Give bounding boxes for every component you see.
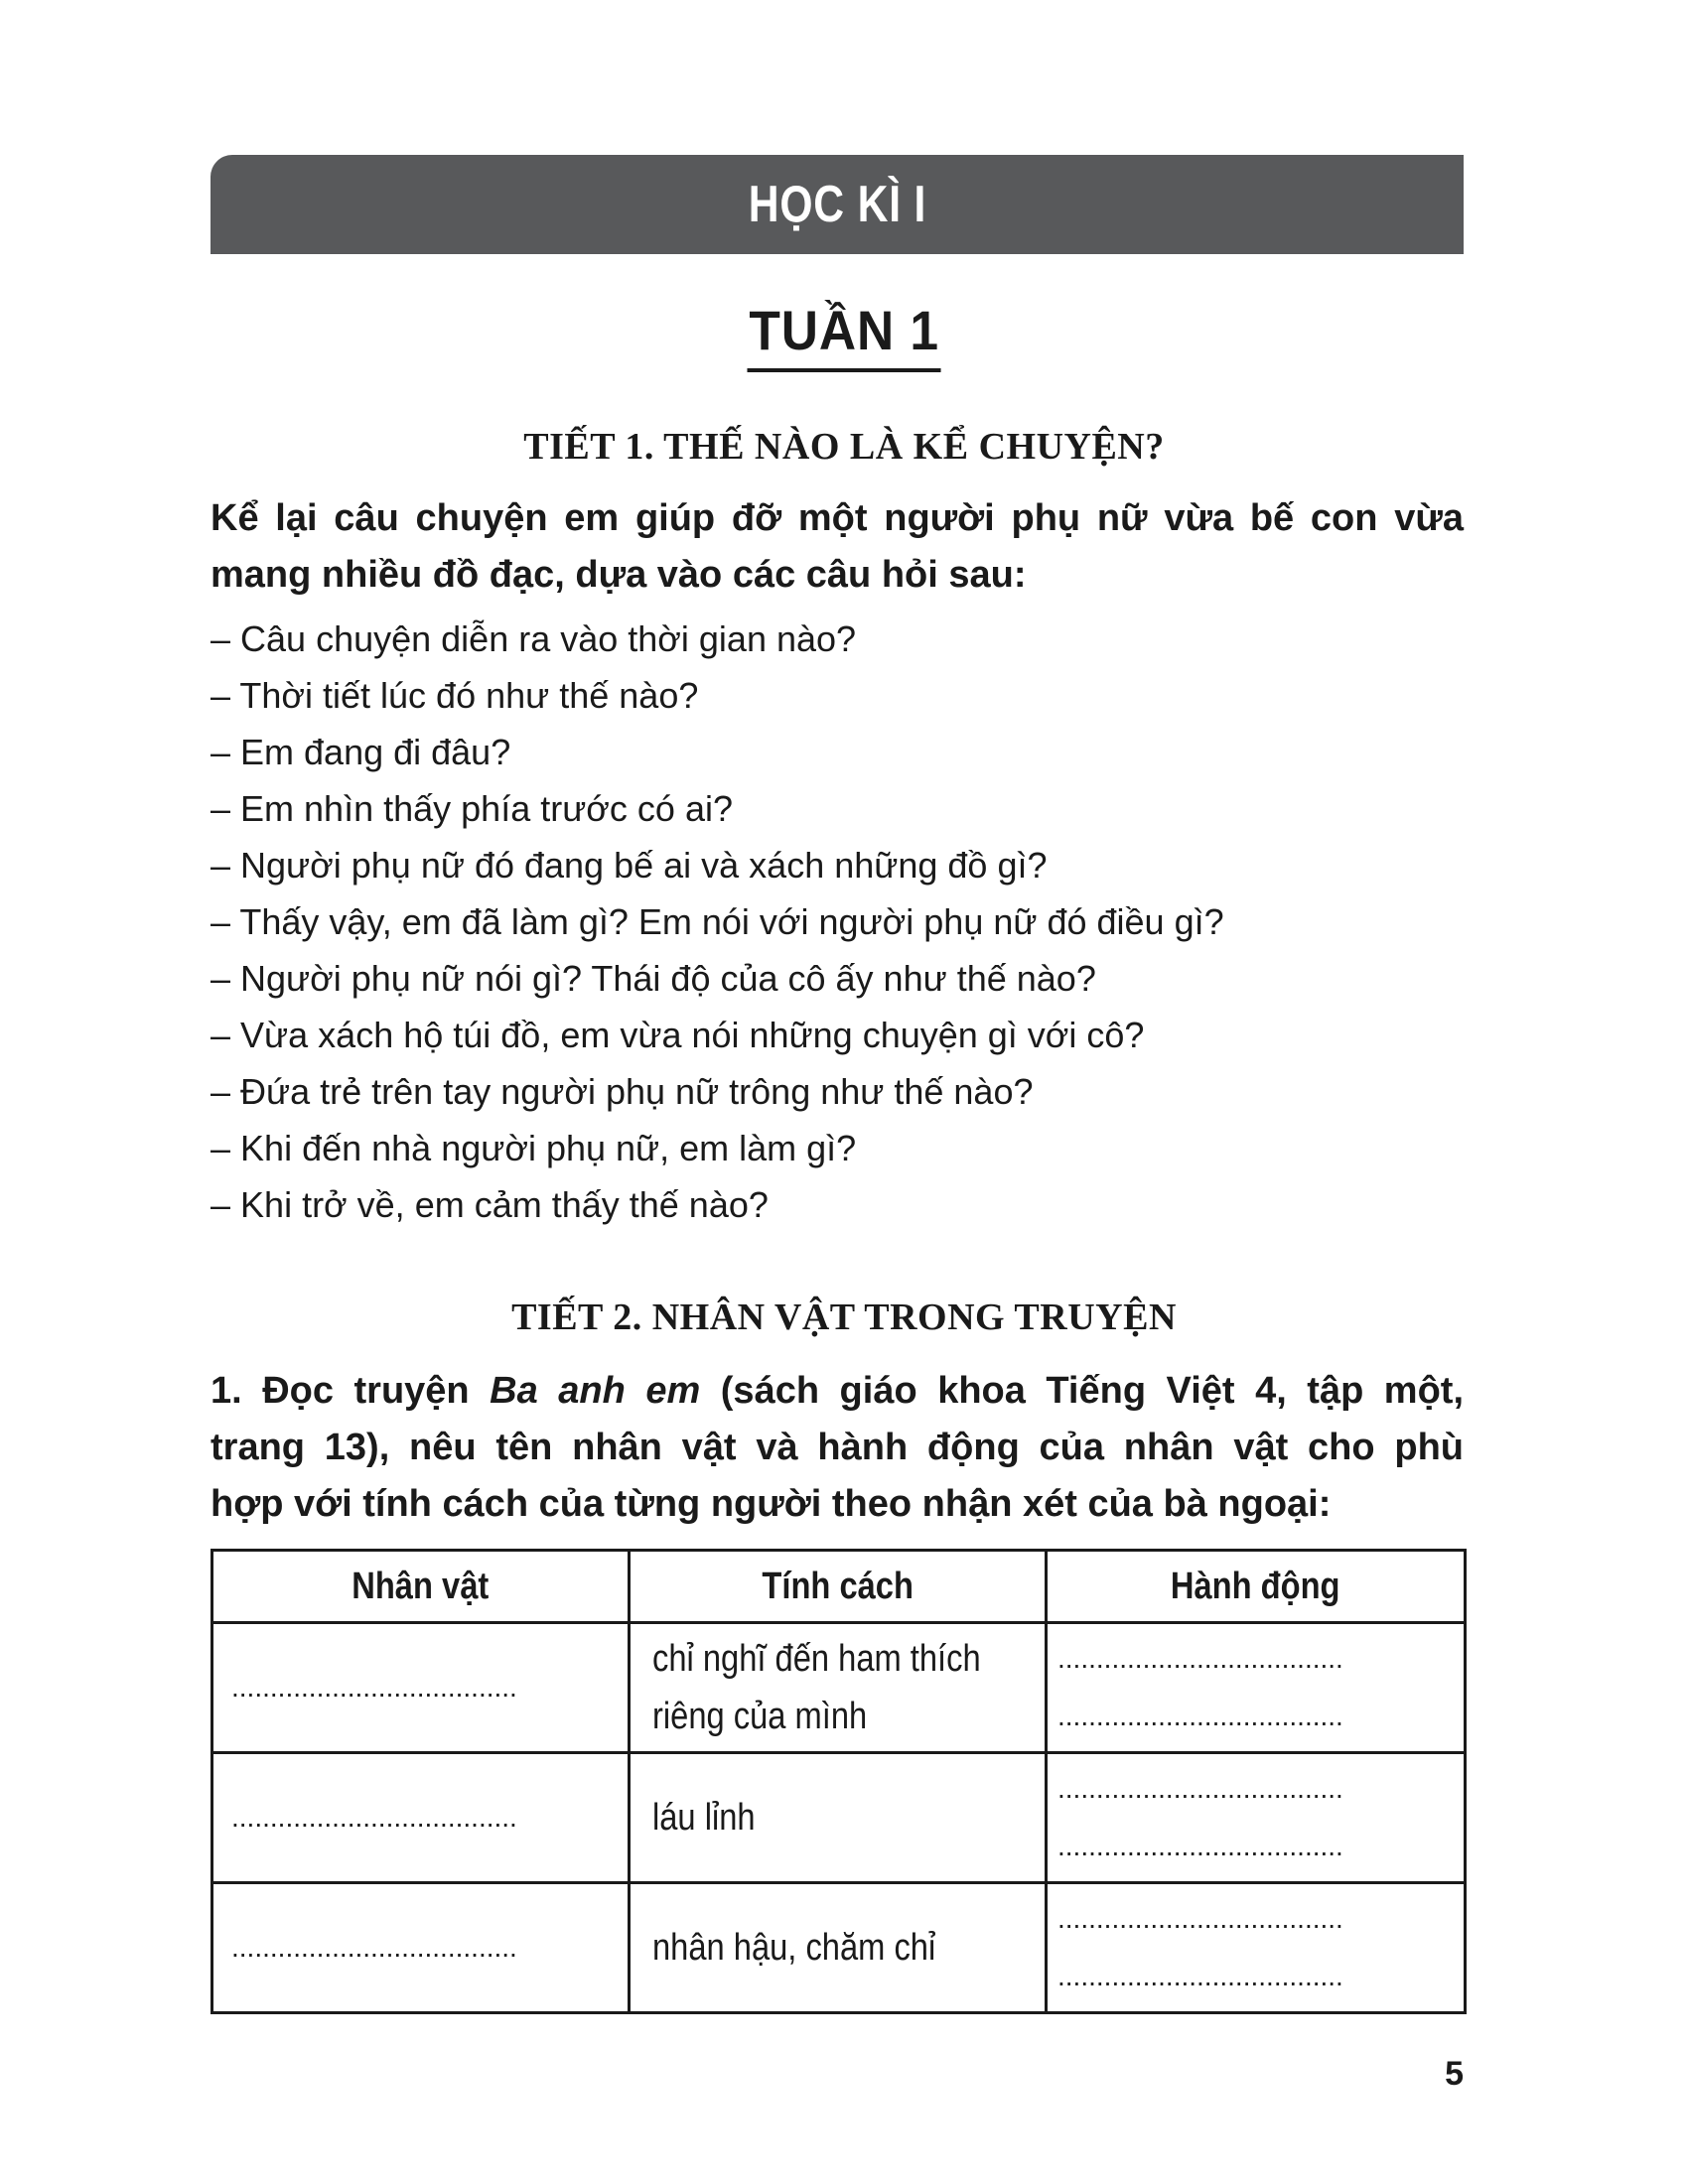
trait-cell: [630, 1883, 1047, 2013]
column-header-trait: Tính cách: [630, 1551, 1047, 1623]
task-source-text: (sách giáo khoa Tiếng Việt 4, tập một,: [700, 1370, 1465, 1412]
character-table: [211, 1549, 1467, 2014]
table-row: [212, 1623, 1466, 1753]
action-blank[interactable]: ..................................... .....................................: [1047, 1883, 1466, 2013]
column-header-character: Nhân vật: [212, 1551, 630, 1623]
lesson1-prompt-line: mang nhiều đồ đạc, dựa vào các câu hỏi sau:: [211, 554, 1027, 596]
question-list: [211, 611, 1464, 1233]
trait-cell: [630, 1753, 1047, 1883]
semester-banner: [211, 155, 1464, 254]
lesson1-prompt-line: Kể lại câu chuyện em giúp đỡ một người phụ nữ vừa bế con vừa: [211, 497, 1464, 539]
table-header-row: [212, 1551, 1466, 1623]
trait-text: nhân hậu, chăm chỉ: [652, 1927, 936, 1969]
table-row: [212, 1883, 1466, 2013]
question-item: – Em nhìn thấy phía trước có ai?: [211, 780, 1464, 837]
question-item: – Thời tiết lúc đó như thế nào?: [211, 667, 1464, 724]
page-number: 5: [1445, 2055, 1464, 2093]
question-item: – Thấy vậy, em đã làm gì? Em nói với người phụ nữ đó điều gì?: [211, 893, 1464, 950]
character-blank[interactable]: .....................................: [212, 1883, 630, 2013]
column-header-action: Hành động: [1047, 1551, 1466, 1623]
week-heading: [0, 298, 1688, 372]
lesson2-task-line: hợp với tính cách của từng người theo nhận xét của bà ngoại:: [211, 1483, 1332, 1525]
trait-text: láu lỉnh: [652, 1797, 756, 1839]
question-item: – Câu chuyện diễn ra vào thời gian nào?: [211, 611, 1464, 667]
table-row: [212, 1753, 1466, 1883]
question-item: – Vừa xách hộ túi đồ, em vừa nói những chuyện gì với cô?: [211, 1007, 1464, 1063]
lesson2-title: TIẾT 2. NHÂN VẬT TRONG TRUYỆN: [511, 1297, 1177, 1338]
question-item: – Người phụ nữ đó đang bế ai và xách những đồ gì?: [211, 837, 1464, 893]
character-blank[interactable]: .....................................: [212, 1623, 630, 1753]
trait-text: riêng của mình: [652, 1696, 868, 1737]
trait-cell: [630, 1623, 1047, 1753]
question-item: – Em đang đi đâu?: [211, 724, 1464, 780]
question-item: – Khi đến nhà người phụ nữ, em làm gì?: [211, 1120, 1464, 1176]
week-title: TUẦN 1: [747, 298, 940, 372]
lesson2-task: [211, 1363, 1464, 1533]
question-item: – Đứa trẻ trên tay người phụ nữ trông như thế nào?: [211, 1063, 1464, 1120]
lesson1-title: TIẾT 1. THẾ NÀO LÀ KỂ CHUYỆN?: [523, 426, 1165, 468]
lesson2-task-line: trang 13), nêu tên nhân vật và hành động của nhân vật cho phù: [211, 1427, 1464, 1468]
question-item: – Người phụ nữ nói gì? Thái độ của cô ấy như thế nào?: [211, 950, 1464, 1007]
question-item: – Khi trở về, em cảm thấy thế nào?: [211, 1176, 1464, 1233]
story-title: Ba anh em: [490, 1370, 701, 1412]
action-blank[interactable]: ..................................... .....................................: [1047, 1623, 1466, 1753]
lesson1-prompt: [211, 490, 1464, 604]
character-blank[interactable]: .....................................: [212, 1753, 630, 1883]
lesson2-task-line: [211, 1363, 1464, 1420]
task-number-text: 1. Đọc truyện: [211, 1370, 491, 1412]
semester-title: HỌC KÌ I: [748, 176, 926, 233]
trait-text: chỉ nghĩ đến ham thích: [652, 1638, 981, 1680]
action-blank[interactable]: ..................................... .....................................: [1047, 1753, 1466, 1883]
